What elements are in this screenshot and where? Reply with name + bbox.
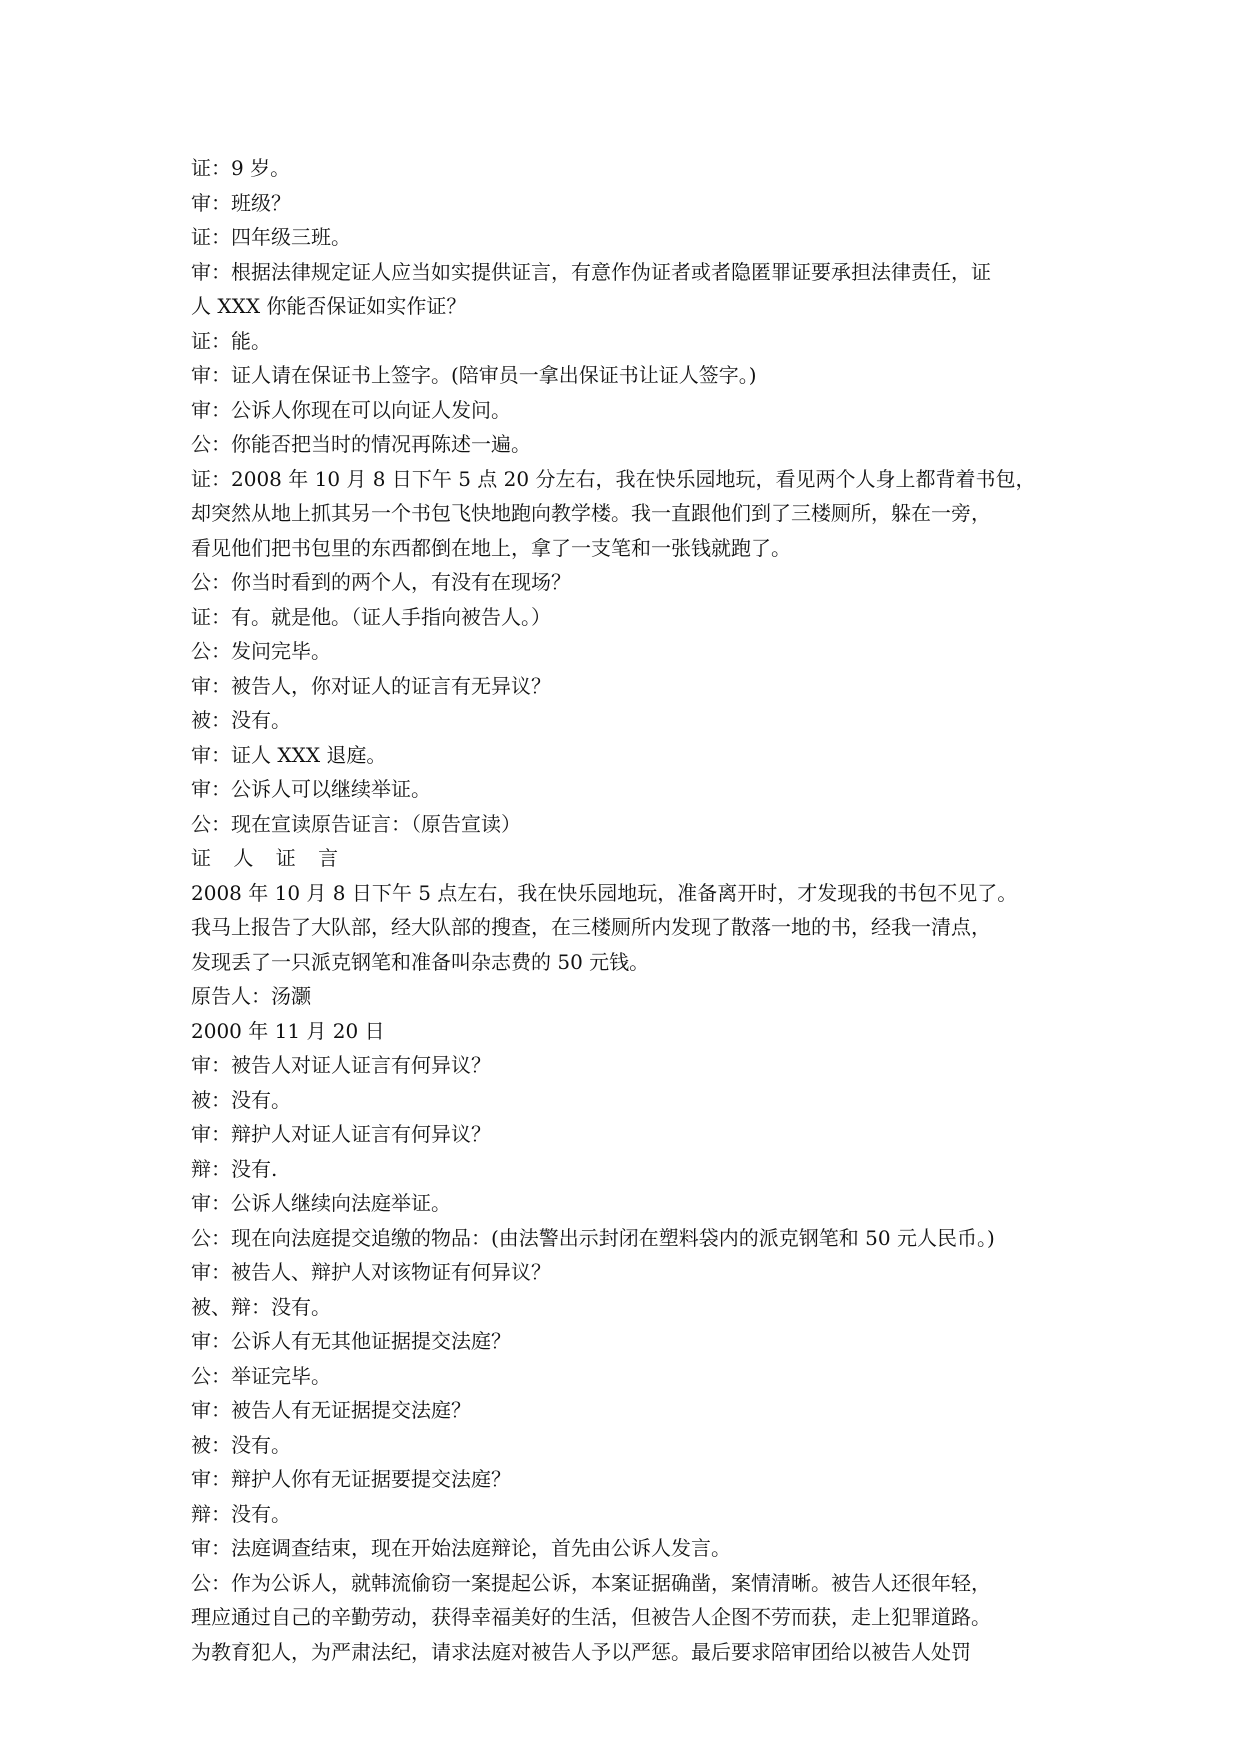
- transcript-line: 审：证人 XXX 退庭。: [191, 742, 387, 767]
- transcript-line: 公：发问完毕。: [191, 639, 331, 663]
- transcript-line: 审：根据法律规定证人应当如实提供证言，有意作伪证者或者隐匿罪证要承担法律责任，证: [191, 259, 991, 284]
- transcript-line: 证：2008 年 10 月 8 日下午 5 点 20 分左右，我在快乐园地玩，看见两个人身上都背着书包，: [191, 466, 1036, 491]
- transcript-body: [191, 151, 1061, 1669]
- transcript-line: 审：法庭调查结束，现在开始法庭辩论，首先由公诉人发言。: [191, 1536, 731, 1560]
- transcript-line: 证：有。就是他。（证人手指向被告人。）: [191, 604, 551, 629]
- transcript-line: 我马上报告了大队部，经大队部的搜查，在三楼厕所内发现了散落一地的书，经我一清点，: [191, 915, 991, 939]
- transcript-line: 辩：没有。: [191, 1501, 291, 1526]
- transcript-line: 公：举证完毕。: [191, 1363, 331, 1388]
- transcript-line: 审：被告人有无证据提交法庭？: [191, 1398, 471, 1422]
- transcript-line: 证：能。: [191, 328, 271, 353]
- transcript-line: 审：辩护人对证人证言有何异议？: [191, 1122, 491, 1146]
- transcript-line: 人 XXX 你能否保证如实作证？: [191, 294, 467, 318]
- transcript-line: 看见他们把书包里的东西都倒在地上，拿了一支笔和一张钱就跑了。: [191, 535, 791, 560]
- transcript-line: 为教育犯人，为严肃法纪，请求法庭对被告人予以严惩。最后要求陪审团给以被告人处罚: [191, 1639, 971, 1664]
- transcript-line: 公：现在宣读原告证言：（原告宣读）: [191, 811, 521, 836]
- transcript-line: 证：9 岁。: [191, 156, 291, 180]
- transcript-line: 审：辩护人你有无证据要提交法庭？: [191, 1467, 511, 1491]
- transcript-line: 证：四年级三班。: [191, 225, 351, 249]
- transcript-line: 公：你当时看到的两个人，有没有在现场？: [191, 570, 571, 594]
- transcript-line: 审：班级？: [191, 190, 291, 215]
- transcript-line: 审：被告人，你对证人的证言有无异议？: [191, 673, 551, 698]
- transcript-line: 被：没有。: [191, 1432, 291, 1457]
- date-line: 2000 年 11 月 20 日: [191, 1018, 385, 1043]
- transcript-line: 公：现在向法庭提交追缴的物品：(由法警出示封闭在塑料袋内的派克钢笔和 50 元人民币。): [191, 1225, 995, 1250]
- transcript-line: 被：没有。: [191, 1087, 291, 1112]
- transcript-line: 辩：没有.: [191, 1156, 278, 1181]
- transcript-line: 发现丢了一只派克钢笔和准备叫杂志费的 50 元钱。: [191, 949, 650, 974]
- transcript-line: 审：公诉人可以继续举证。: [191, 777, 431, 801]
- transcript-line: 审：被告人对证人证言有何异议？: [191, 1053, 491, 1077]
- transcript-line: 审：公诉人有无其他证据提交法庭？: [191, 1329, 511, 1353]
- transcript-line: 审：公诉人继续向法庭举证。: [191, 1191, 451, 1215]
- transcript-line: 被、辩：没有。: [191, 1294, 331, 1319]
- signature-line: 原告人：汤灏: [191, 984, 311, 1008]
- transcript-line: 被：没有。: [191, 708, 291, 732]
- section-heading: 证 人 证 言: [191, 846, 347, 870]
- transcript-line: 公：你能否把当时的情况再陈述一遍。: [191, 432, 531, 456]
- transcript-line: 审：证人请在保证书上签字。(陪审员一拿出保证书让证人签字。): [191, 363, 757, 387]
- transcript-line: 2008 年 10 月 8 日下午 5 点左右，我在快乐园地玩，准备离开时，才发现我的书包不见了。: [191, 880, 1018, 905]
- transcript-line: 审：公诉人你现在可以向证人发问。: [191, 397, 511, 422]
- transcript-line: 公：作为公诉人，就韩流偷窃一案提起公诉，本案证据确凿，案情清晰。被告人还很年轻，: [191, 1570, 991, 1595]
- transcript-line: 却突然从地上抓其另一个书包飞快地跑向教学楼。我一直跟他们到了三楼厕所，躲在一旁，: [191, 501, 991, 525]
- transcript-line: 理应通过自己的辛勤劳动，获得幸福美好的生活，但被告人企图不劳而获，走上犯罪道路。: [191, 1605, 991, 1629]
- transcript-line: 审：被告人、辩护人对该物证有何异议？: [191, 1260, 551, 1284]
